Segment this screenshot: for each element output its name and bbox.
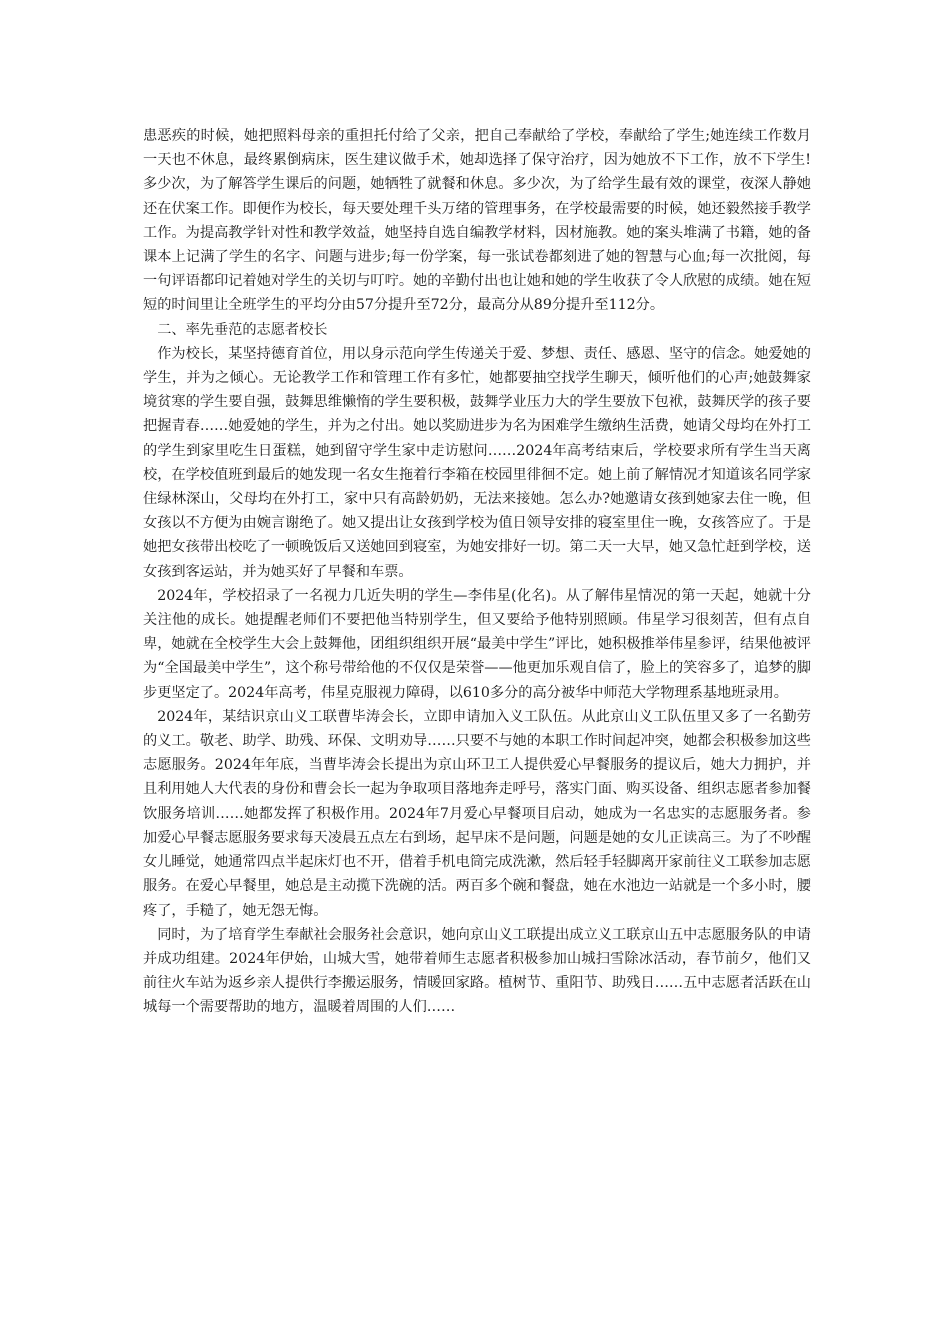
document-page	[143, 124, 811, 1020]
paragraph-intro-continuation: 患恶疾的时候，她把照料母亲的重担托付给了父亲，把自己奉献给了学校，奉献给了学生;她连续工作数月一天也不休息，最终累倒病床，医生建议做手术，她却选择了保守治疗，因为她放不下工作，放不下学生!多少次，为了解答学生课后的问题，她牺牲了就餐和休息。多少次，为了给学生最有效的课堂，夜深人静她还在伏案工作。即便作为校长，每天要处理千头万绪的管理事务，在学校最需要的时候，她还毅然接手教学工作。为提高教学针对性和教学效益，她坚持自选自编教学材料，因材施教。她的案头堆满了书籍，她的备课本上记满了学生的名字、问题与进步;每一份学案，每一张试卷都刻进了她的智慧与心血;每一次批阅，每一句评语都印记着她对学生的关切与叮咛。她的辛勤付出也让她和她的学生收获了令人欣慰的成绩。她在短短的时间里让全班学生的平均分由57分提升至72分，最高分从89分提升至112分。	[143, 128, 811, 314]
section-heading-volunteer-principal: 二、率先垂范的志愿者校长	[157, 321, 328, 338]
paragraph-volunteer-breakfast: 2024年，某结识京山义工联曹毕涛会长，立即申请加入义工队伍。从此京山义工队伍里又多了一名勤劳的义工。敬老、助学、助残、环保、文明劝导……只要不与她的本职工作时间起冲突，她都会积极参加这些志愿服务。2024年年底，当曹毕涛会长提出为京山环卫工人提供爱心早餐服务的提议后，她大力拥护，并且利用她人大代表的身份和曹会长一起为争取项目落地奔走呼号，落实门面、购买设备、组织志愿者参加餐饮服务培训……她都发挥了积极作用。2024年7月爱心早餐项目启动，她成为一名忠实的志愿服务者。参加爱心早餐志愿服务要求每天凌晨五点左右到场，起早床不是问题，问题是她的女儿正读高三。为了不吵醒女儿睡觉，她通常四点半起床灯也不开，借着手机电筒完成洗漱，然后轻手轻脚离开家前往义工联参加志愿服务。在爱心早餐里，她总是主动揽下洗碗的活。两百多个碗和餐盘，她在水池边一站就是一个多小时，腰疼了，手糙了，她无怨无悔。	[143, 708, 811, 919]
paragraph-student-weixing: 2024年，学校招录了一名视力几近失明的学生—李伟星(化名)。从了解伟星情况的第一天起，她就十分关注他的成长。她提醒老师们不要把他当特别学生，但又要给予他特别照顾。伟星学习很刻苦，但有点自卑，她就在全校学生大会上鼓舞他，团组织组织开展“最美中学生”评比，她积极推举伟星参评，结果他被评为“全国最美中学生”，这个称号带给他的不仅仅是荣誉——他更加乐观自信了，脸上的笑容多了，追梦的脚步更坚定了。2024年高考，伟星克服视力障碍，以610多分的高分被华中师范大学物理系基地班录用。	[143, 587, 811, 701]
paragraph-school-volunteer-team: 同时，为了培育学生奉献社会服务社会意识，她向京山义工联提出成立义工联京山五中志愿服务队的申请并成功组建。2024年伊始，山城大雪，她带着师生志愿者积极参加山城扫雪除冰活动，春节前夕，他们又前往火车站为返乡亲人提供行李搬运服务，情暖回家路。植树节、重阳节、助残日……五中志愿者活跃在山城每一个需要帮助的地方，温暖着周围的人们……	[143, 926, 811, 1016]
paragraph-moral-education: 作为校长，某坚持德育首位，用以身示范向学生传递关于爱、梦想、责任、感恩、坚守的信念。她爱她的学生，并为之倾心。无论教学工作和管理工作有多忙，她都要抽空找学生聊天，倾听他们的心声;她鼓舞家境贫寒的学生要自强，鼓舞思维懒惰的学生要积极，鼓舞学业压力大的学生要放下包袱，鼓舞厌学的孩子要把握青春……她爱她的学生，并为之付出。她以奖励进步为名为困难学生缴纳生活费，她请父母均在外打工的学生到家里吃生日蛋糕，她到留守学生家中走访慰问……2024年高考结束后，学校要求所有学生当天离校，在学校值班到最后的她发现一名女生拖着行李箱在校园里徘徊不定。她上前了解情况才知道该名同学家住绿林深山，父母均在外打工，家中只有高龄奶奶，无法来接她。怎么办?她邀请女孩到她家去住一晚，但女孩以不方便为由婉言谢绝了。她又提出让女孩到学校为值日领导安排的寝室里住一晚，女孩答应了。于是她把女孩带出校吃了一顿晚饭后又送她回到寝室，为她安排好一切。第二天一大早，她又急忙赶到学校，送女孩到客运站，并为她买好了早餐和车票。	[143, 345, 811, 580]
